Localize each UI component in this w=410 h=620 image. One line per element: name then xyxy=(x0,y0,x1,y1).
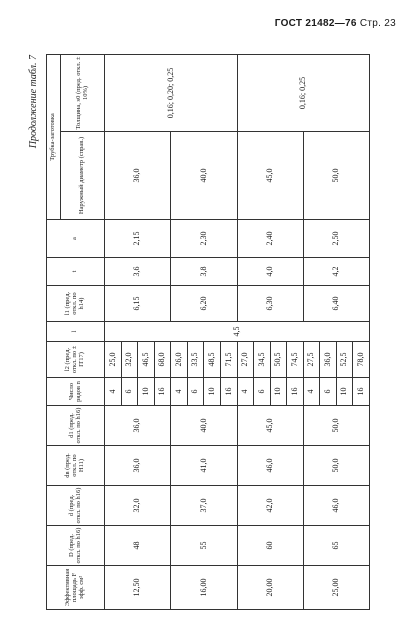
cell-l2: 68,0 xyxy=(154,342,171,378)
cell-a: 2,50 xyxy=(303,220,369,258)
rotated-table-block xyxy=(28,55,370,610)
cell-d: 42,0 xyxy=(237,486,303,526)
cell-l1: 6,40 xyxy=(303,286,369,322)
col-header-tube: Трубка-заготовка xyxy=(47,54,61,219)
col-header-rows: Число рядов n xyxy=(47,378,105,406)
table-row xyxy=(105,54,122,609)
cell-l1: 6,30 xyxy=(237,286,303,322)
cell-l2: 33,5 xyxy=(187,342,204,378)
cell-D: 55 xyxy=(171,526,237,566)
cell-l1: 6,15 xyxy=(105,286,171,322)
cell-rows: 16 xyxy=(287,378,304,406)
col-header-area: Эффективная площадь F эфф. см² xyxy=(47,566,105,610)
cell-area: 20,00 xyxy=(237,566,303,610)
cell-l2: 26,0 xyxy=(171,342,188,378)
cell-tube-diam: 45,0 xyxy=(237,132,303,220)
cell-rows: 6 xyxy=(254,378,271,406)
cell-l2: 27,0 xyxy=(237,342,254,378)
col-header-a: a xyxy=(47,220,105,258)
col-header-d1: d1 (пред. откл. по h16) xyxy=(47,406,105,446)
cell-a: 2,15 xyxy=(105,220,171,258)
cell-tube-thick: 0,16; 0,20; 0,25 xyxy=(105,54,238,131)
cell-l2: 34,5 xyxy=(254,342,271,378)
cell-t: 4,2 xyxy=(303,258,369,286)
cell-rows: 4 xyxy=(105,378,122,406)
cell-l2: 50,5 xyxy=(270,342,287,378)
cell-area: 16,00 xyxy=(171,566,237,610)
col-header-l1: l1 (пред. откл. по h14) xyxy=(47,286,105,322)
cell-t: 3,6 xyxy=(105,258,171,286)
cell-l2: 25,0 xyxy=(105,342,122,378)
cell-a: 2,40 xyxy=(237,220,303,258)
cell-dv: 50,0 xyxy=(303,446,369,486)
cell-area: 25,00 xyxy=(303,566,369,610)
col-header-t: t xyxy=(47,258,105,286)
cell-l2: 78,0 xyxy=(353,342,370,378)
cell-l2: 27,5 xyxy=(303,342,320,378)
cell-dv: 41,0 xyxy=(171,446,237,486)
cell-l1: 6,20 xyxy=(171,286,237,322)
cell-rows: 16 xyxy=(220,378,237,406)
col-header-dv: dв (пред. откл. по H11) xyxy=(47,446,105,486)
cell-D: 48 xyxy=(105,526,171,566)
cell-rows: 6 xyxy=(121,378,138,406)
cell-l2: 46,5 xyxy=(138,342,155,378)
cell-t: 3,8 xyxy=(171,258,237,286)
col-header-l: l xyxy=(47,322,105,342)
cell-l2: 71,5 xyxy=(220,342,237,378)
cell-d: 46,0 xyxy=(303,486,369,526)
col-header-l2: l2 (пред. откл. по ± IT17) xyxy=(47,342,105,378)
cell-l2: 32,0 xyxy=(121,342,138,378)
cell-rows: 6 xyxy=(320,378,337,406)
cell-rows: 10 xyxy=(138,378,155,406)
cell-d1: 40,0 xyxy=(171,406,237,446)
cell-t: 4,0 xyxy=(237,258,303,286)
col-header-tube-diam: Наружный диаметр (справ.) xyxy=(61,132,105,220)
cell-d: 37,0 xyxy=(171,486,237,526)
cell-rows: 10 xyxy=(204,378,221,406)
col-header-tube-thick: Толщина, s0 (пред. откл. ± 10%) xyxy=(61,54,105,131)
cell-dv: 46,0 xyxy=(237,446,303,486)
cell-rows: 4 xyxy=(303,378,320,406)
cell-l2: 74,5 xyxy=(287,342,304,378)
cell-dv: 36,0 xyxy=(105,446,171,486)
cell-d1: 45,0 xyxy=(237,406,303,446)
col-header-d: d (пред. откл. по h16) xyxy=(47,486,105,526)
cell-a: 2,30 xyxy=(171,220,237,258)
col-header-D: D (пред. откл. по h16) xyxy=(47,526,105,566)
cell-l2: 52,5 xyxy=(336,342,353,378)
cell-l: 4,5 xyxy=(105,322,370,342)
cell-rows: 16 xyxy=(154,378,171,406)
cell-d1: 50,0 xyxy=(303,406,369,446)
cell-d1: 36,0 xyxy=(105,406,171,446)
standard-number: ГОСТ 21482—76 xyxy=(274,18,357,29)
cell-rows: 10 xyxy=(270,378,287,406)
cell-area: 12,50 xyxy=(105,566,171,610)
table-caption: Продолжение табл. 7 xyxy=(28,55,39,149)
page-header xyxy=(275,18,396,29)
cell-tube-diam: 36,0 xyxy=(105,132,171,220)
dimensions-table xyxy=(46,54,370,610)
cell-rows: 4 xyxy=(237,378,254,406)
cell-rows: 16 xyxy=(353,378,370,406)
cell-D: 65 xyxy=(303,526,369,566)
cell-rows: 10 xyxy=(336,378,353,406)
cell-l2: 48,5 xyxy=(204,342,221,378)
cell-rows: 6 xyxy=(187,378,204,406)
cell-D: 60 xyxy=(237,526,303,566)
cell-tube-diam: 40,0 xyxy=(171,132,237,220)
cell-tube-thick: 0,16; 0,25 xyxy=(237,54,370,131)
cell-rows: 4 xyxy=(171,378,188,406)
cell-tube-diam: 50,0 xyxy=(303,132,369,220)
cell-d: 32,0 xyxy=(105,486,171,526)
cell-l2: 36,0 xyxy=(320,342,337,378)
page-number: Стр. 23 xyxy=(359,18,396,29)
